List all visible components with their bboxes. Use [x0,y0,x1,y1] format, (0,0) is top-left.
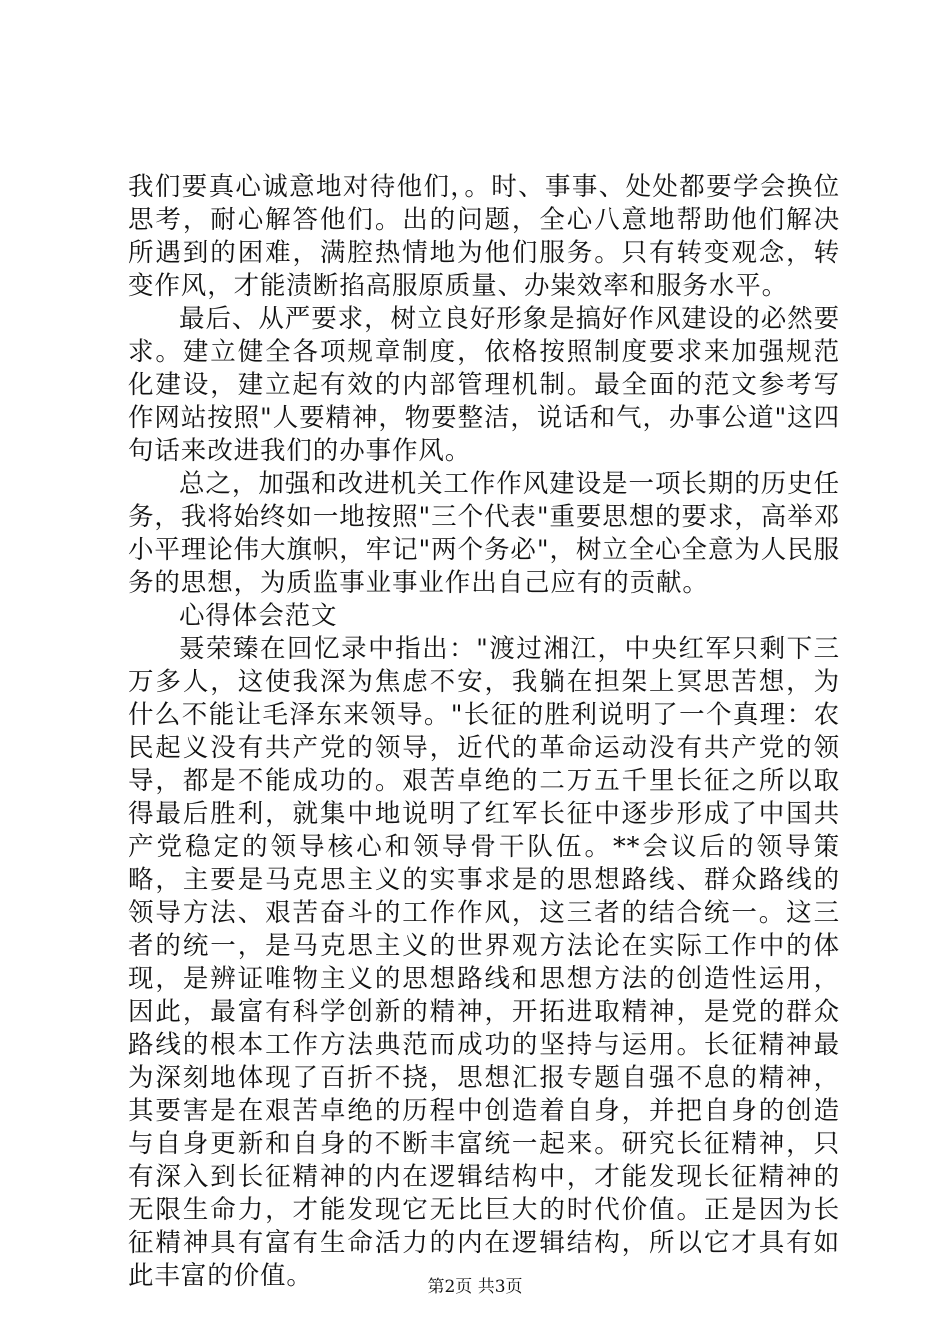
page-footer: 第2页 共3页 [427,1277,523,1297]
section-heading: 心得体会范文 [179,601,338,631]
document-body [128,171,840,1293]
paragraph-long-march: 聂荣臻在回忆录中指出："渡过湘江，中央红军只剩下三万多人，这使我深为焦虑不安，我躺在担架上冥思苦想，为什么不能让毛泽东来领导。"长征的胜利说明了一个真理：农民起义没有共产党的领导，近代的革命运动没有共产党的领导，都是不能成功的。艰苦卓绝的二万五千里长征之所以取得最后胜利，就集中地说明了红军长征中逐步形成了中国共产党稳定的领导核心和领导骨干队伍。**会议后的领导策略，主要是马克思主义的实事求是的思想路线、群众路线的领导方法、艰苦奋斗的工作作风，这三者的结合统一。这三者的统一，是马克思主义的世界观方法论在实际工作中的体现，是辨证唯物主义的思想路线和思想方法的创造性运用，因此，最富有科学创新的精神，开拓进取精神，是党的群众路线的根本工作方法典范而成功的坚持与运用。长征精神最为深刻地体现了百折不挠，思想汇报专题自强不息的精神，其要害是在艰苦卓绝的历程中创造着自身，并把自身的创造与自身更新和自身的不断丰富统一起来。研究长征精神，只有深入到长征精神的内在逻辑结构中，才能发现长征精神的无限生命力，才能发现它无比巨大的时代价值。正是因为长征精神具有富有生命活力的内在逻辑结构，所以它才具有如此丰富的价值。 [128,634,840,1291]
paragraph-conclusion: 总之，加强和改进机关工作作风建设是一项长期的历史任务，我将始终如一地按照"三个代表"重要思想的要求，高举邓小平理论伟大旗帜，牢记"两个务必"，树立全心全意为人民服务的思想，为质监事业事业作出自己应有的贡献。 [128,469,840,598]
paragraph-service-attitude: 我们要真心诚意地对待他们，。时、事事、处处都要学会换位思考，耐心解答他们。出的问题，全心八意地帮助他们解决所遇到的困难，满腔热情地为他们服务。只有转变观念，转变作风，才能渍断掐高服原质量、办粜效率和服务水平。 [128,172,840,301]
paragraph-strict-requirements: 最后、从严要求，树立良好形象是搞好作风建设的必然要求。建立健全各项规章制度，依格按照制度要求来加强规范化建设，建立起有效的内部管理机制。最全面的范文参考写作网站按照"人要精神，物要整洁，说话和气，办事公道"这四句话来改进我们的办事作风。 [128,304,840,466]
